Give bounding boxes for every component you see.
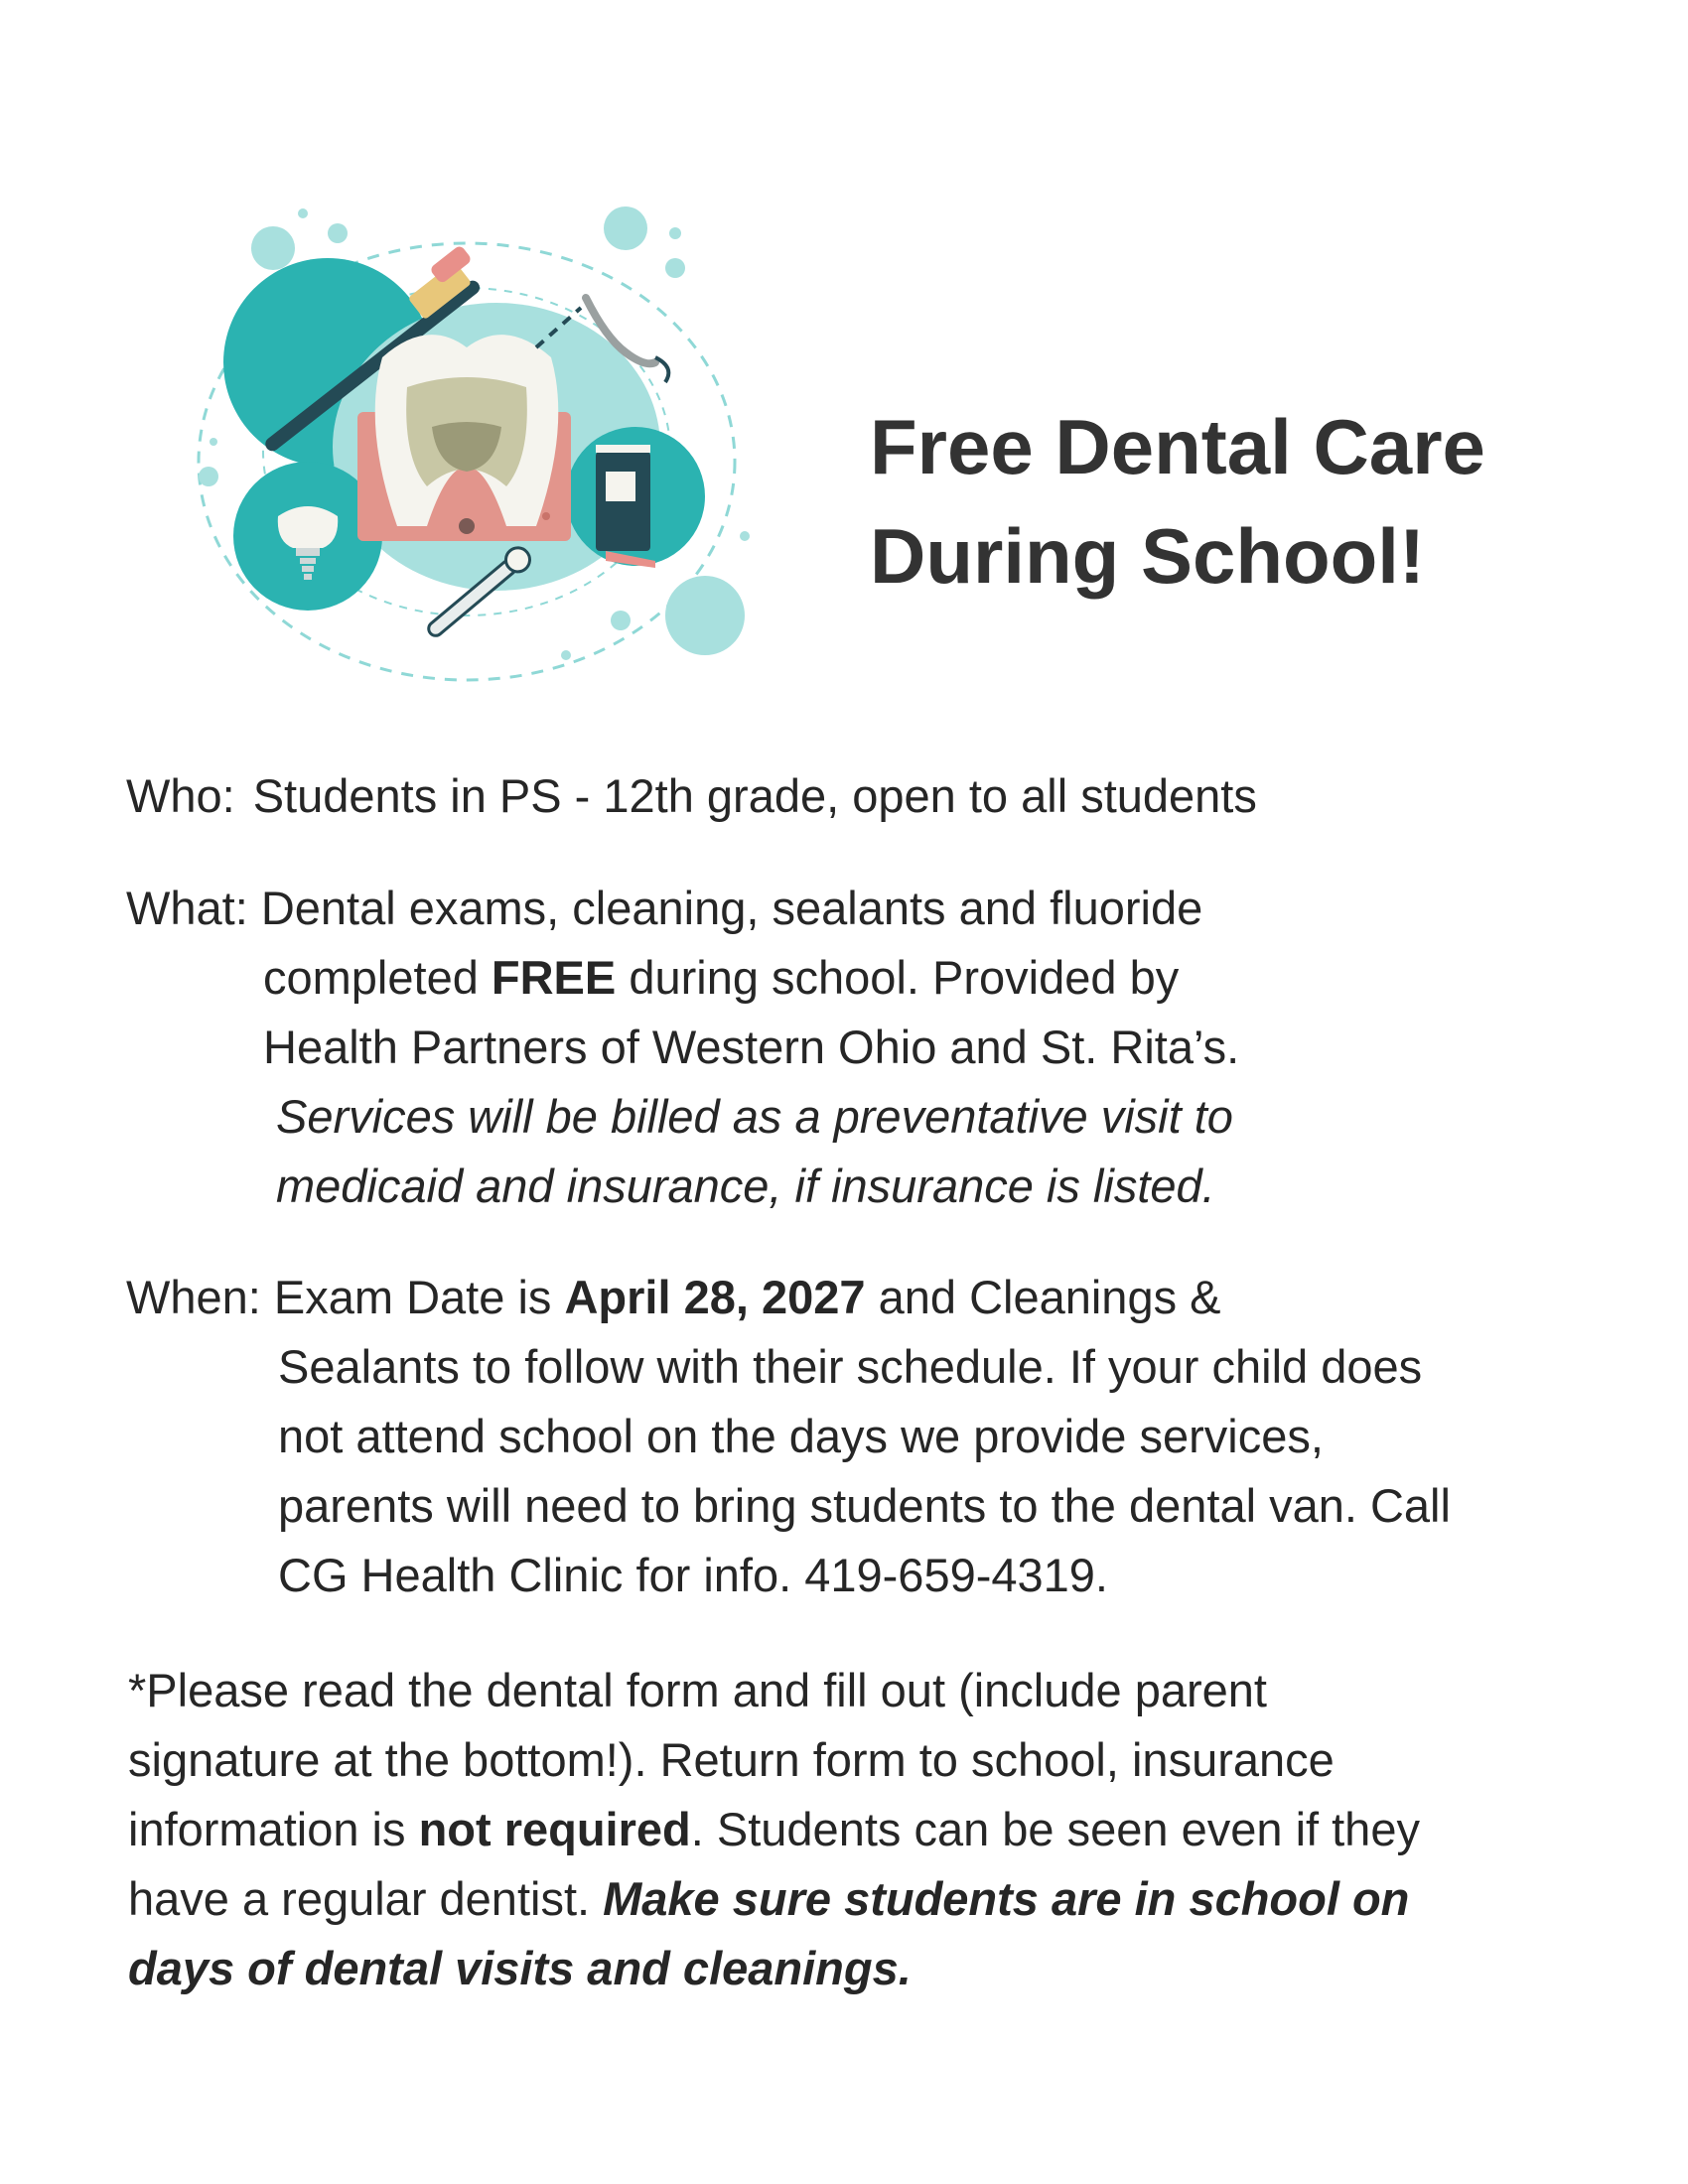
not-required-emphasis: not required	[418, 1803, 691, 1855]
dental-care-illustration	[189, 199, 765, 695]
billing-note	[276, 1082, 1233, 1221]
when-line-1-pre: Exam Date is	[273, 1271, 565, 1323]
note-line-4-pre: have a regular dentist.	[128, 1872, 604, 1925]
what-details	[263, 943, 1239, 1082]
instructions-note	[128, 1656, 1420, 2003]
when-line-5: CG Health Clinic for info. 419-659-4319.	[278, 1549, 1108, 1601]
page-title	[870, 392, 1485, 611]
exam-date: April 28, 2027	[564, 1271, 866, 1323]
note-line-1: *Please read the dental form and fill out (include parent	[128, 1664, 1267, 1716]
when-line-1-post: and Cleanings &	[865, 1271, 1221, 1323]
when-label: When:	[126, 1271, 261, 1323]
who-text: Students in PS - 12th grade, open to all students	[252, 769, 1257, 822]
what-section	[126, 874, 1202, 943]
free-emphasis: FREE	[491, 951, 617, 1004]
when-line-4: parents will need to bring students to the dental van. Call	[278, 1479, 1451, 1532]
who-label: Who:	[126, 769, 235, 822]
attendance-reminder-cont: days of dental visits and cleanings.	[128, 1942, 912, 1994]
billing-line-2: medicaid and insurance, if insurance is listed.	[276, 1160, 1215, 1212]
when-line-3: not attend school on the days we provide services,	[278, 1410, 1324, 1462]
what-line-2-post: during school. Provided by	[616, 951, 1180, 1004]
what-label: What:	[126, 882, 248, 934]
note-line-3-pre: information is	[128, 1803, 419, 1855]
billing-line-1: Services will be billed as a preventative visit to	[276, 1090, 1233, 1143]
when-details	[278, 1332, 1451, 1610]
title-line-1: Free Dental Care	[870, 403, 1485, 490]
what-line-3: Health Partners of Western Ohio and St. Rita’s.	[263, 1021, 1240, 1073]
note-line-3-post: . Students can be seen even if they	[690, 1803, 1420, 1855]
when-section	[126, 1263, 1221, 1332]
who-section	[126, 761, 1257, 831]
what-line-1: Dental exams, cleaning, sealants and fluoride	[260, 882, 1203, 934]
note-line-2: signature at the bottom!). Return form to school, insurance	[128, 1733, 1335, 1786]
when-line-2: Sealants to follow with their schedule. If your child does	[278, 1340, 1423, 1393]
what-line-2-pre: completed	[263, 951, 492, 1004]
title-line-2: During School!	[870, 512, 1425, 600]
attendance-reminder: Make sure students are in school on	[603, 1872, 1410, 1925]
